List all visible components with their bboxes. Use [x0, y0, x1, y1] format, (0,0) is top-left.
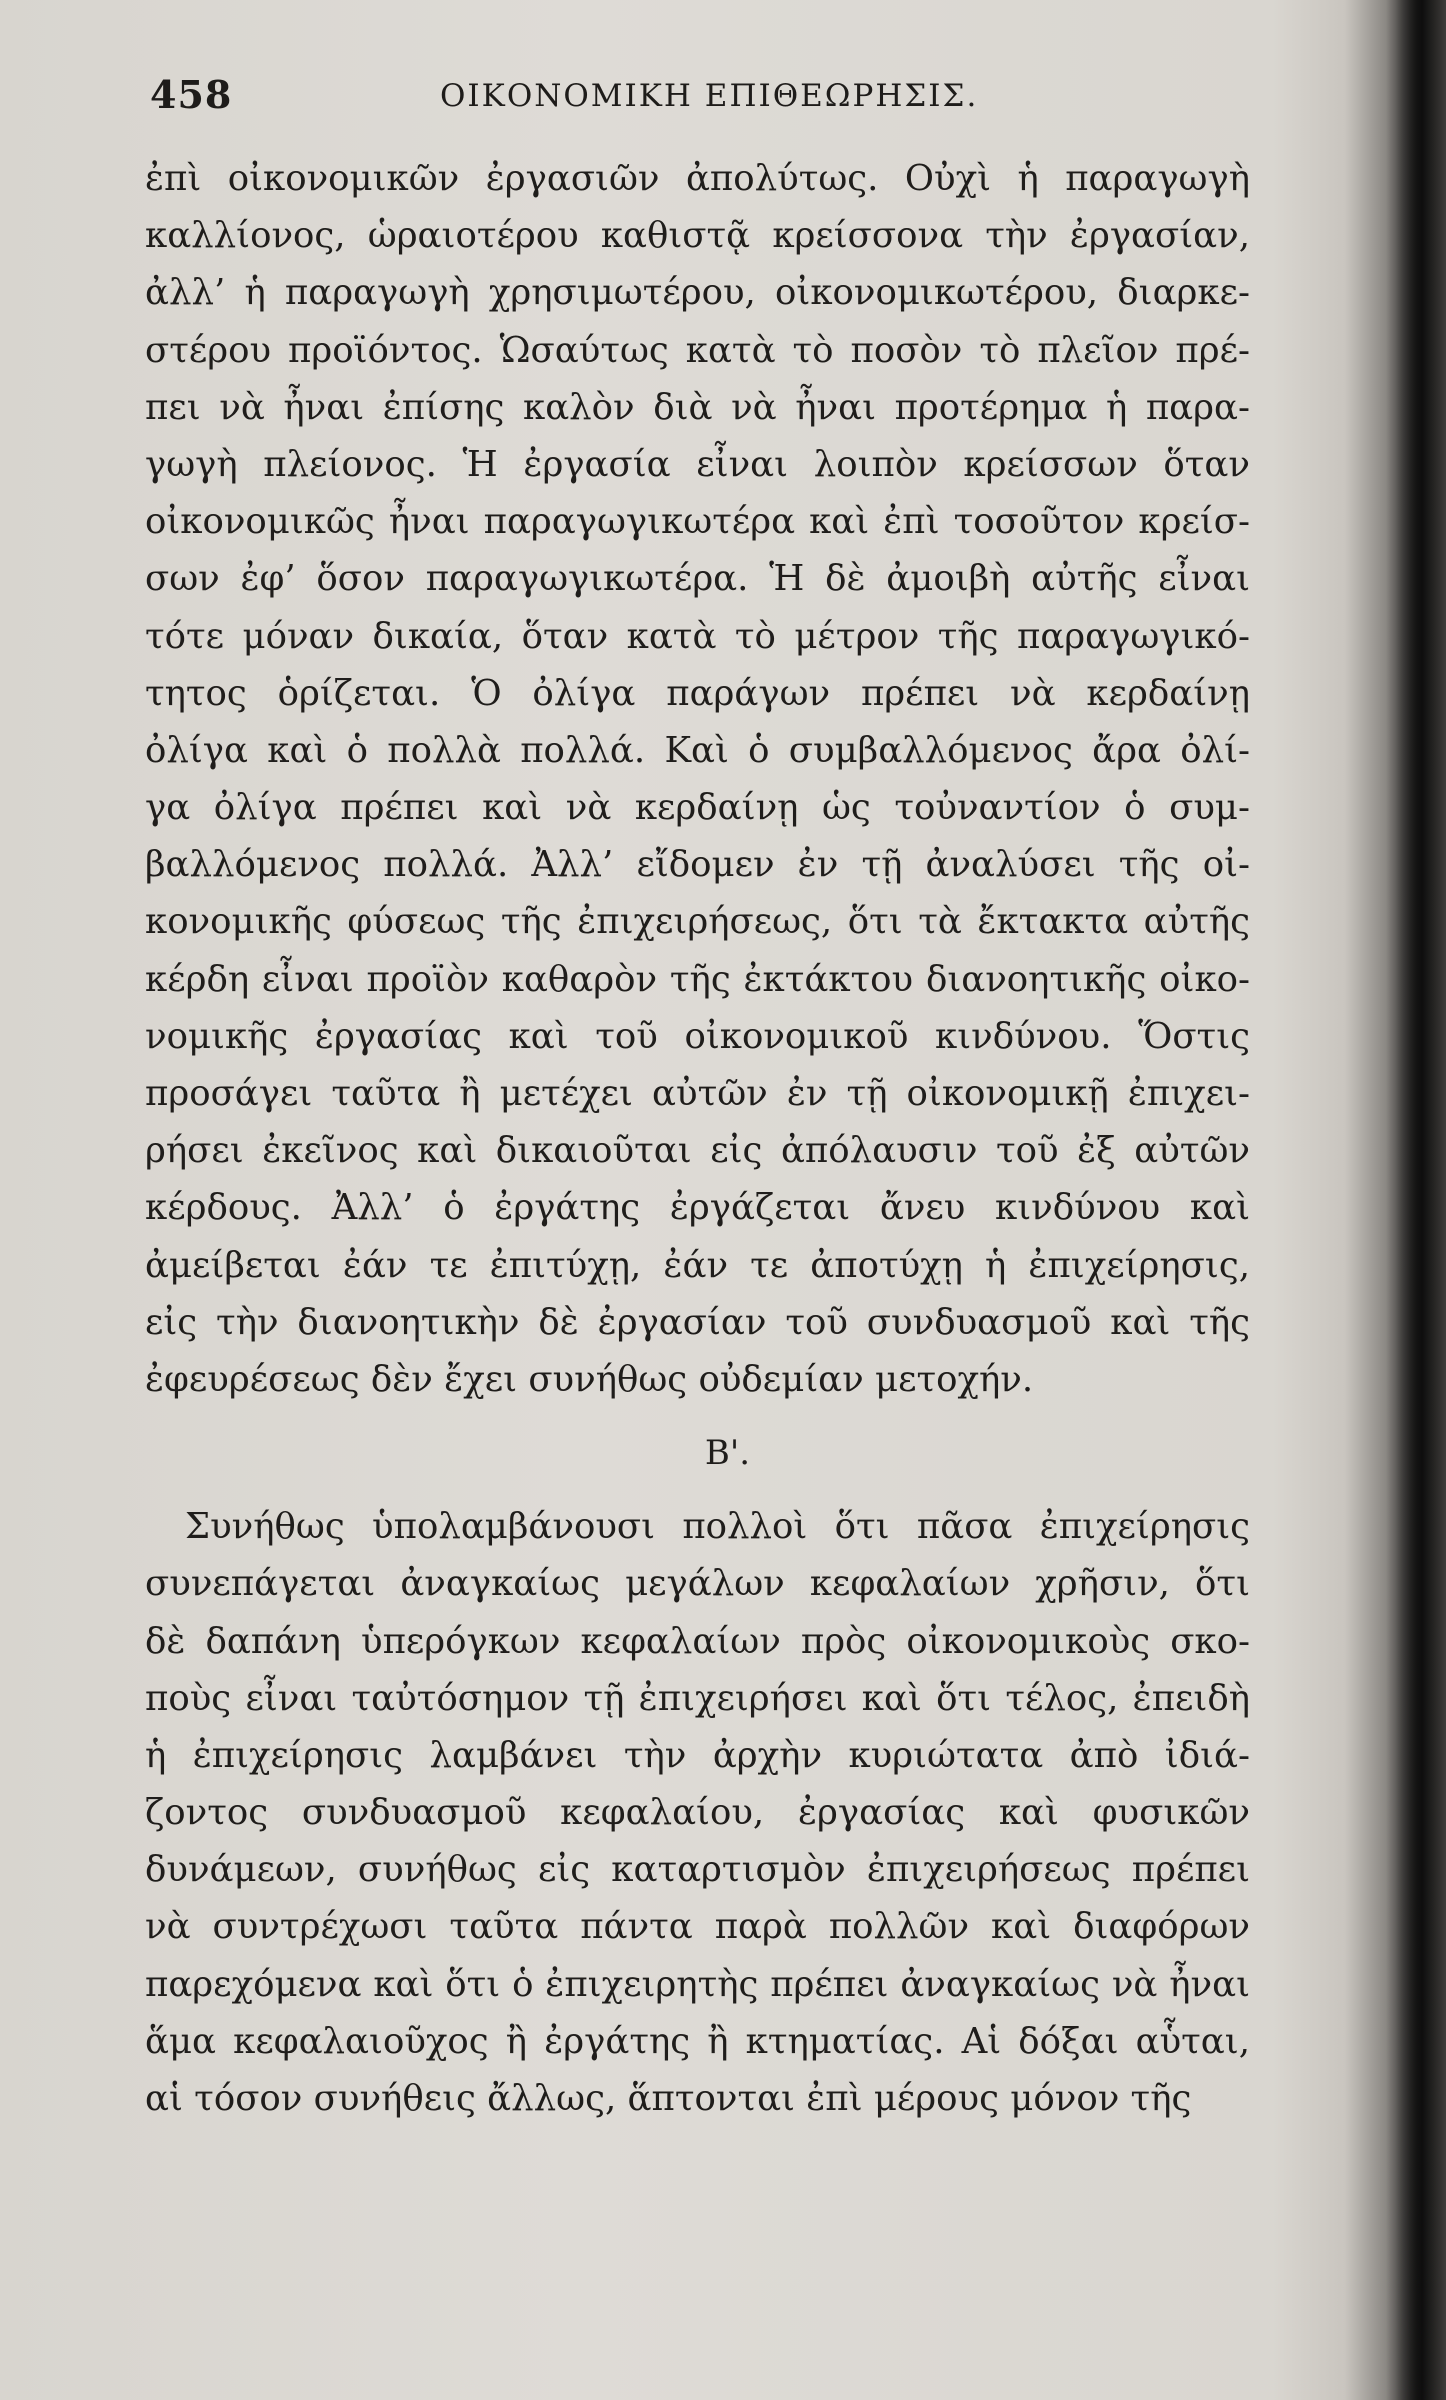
section-heading: Β'.: [704, 1433, 751, 1474]
running-title: ΟΙΚΟΝΟΜΙΚΗ ΕΠΙΘΕΩΡΗΣΙΣ.: [440, 78, 979, 114]
paragraph-2: [145, 1498, 1250, 2127]
text-line: ἀμείβεται ἐάν τε ἐπιτύχῃ, ἐάν τε ἀποτύχῃ ἡ ἐπιχείρησις,: [145, 1244, 1250, 1286]
text-line: στέρου προϊόντος. Ὡσαύτως κατὰ τὸ ποσὸν τὸ πλεῖον πρέ-: [145, 329, 1250, 371]
text-line: πει νὰ ἦναι ἐπίσης καλὸν διὰ νὰ ἦναι προτέρημα ἡ παρα-: [145, 386, 1250, 428]
text-line: βαλλόμενος πολλά. Ἀλλ’ εἴδομεν ἐν τῇ ἀναλύσει τῆς οἰ-: [145, 844, 1250, 886]
body-text: [145, 150, 1250, 2127]
text-line: ἐφευρέσεως δὲν ἔχει συνήθως οὐδεμίαν μετοχήν.: [145, 1358, 1034, 1400]
text-line: ποὺς εἶναι ταὐτόσημον τῇ ἐπιχειρήσει καὶ ὅτι τέλος, ἐπειδὴ: [145, 1677, 1250, 1719]
page-number: 458: [150, 72, 233, 117]
text-line: δυνάμεων, συνήθως εἰς καταρτισμὸν ἐπιχειρήσεως πρέπει: [145, 1849, 1250, 1891]
text-line: ζοντος συνδυασμοῦ κεφαλαίου, ἐργασίας καὶ φυσικῶν: [145, 1792, 1250, 1834]
text-line: νομικῆς ἐργασίας καὶ τοῦ οἰκονομικοῦ κινδύνου. Ὅστις: [145, 1015, 1250, 1057]
text-line: ὀλίγα καὶ ὁ πολλὰ πολλά. Καὶ ὁ συμβαλλόμενος ἄρα ὀλί-: [145, 729, 1250, 771]
text-line: τότε μόναν δικαία, ὅταν κατὰ τὸ μέτρον τῆς παραγωγικό-: [145, 615, 1250, 657]
text-line: καλλίονος, ὡραιοτέρου καθιστᾷ κρείσσονα τὴν ἐργασίαν,: [145, 215, 1250, 257]
book-spine-shadow: [1386, 0, 1446, 2400]
text-line: εἰς τὴν διανοητικὴν δὲ ἐργασίαν τοῦ συνδυασμοῦ καὶ τῆς: [145, 1301, 1250, 1343]
text-line: ἅμα κεφαλαιοῦχος ἢ ἐργάτης ἢ κτηματίας. Αἱ δόξαι αὗται,: [145, 2020, 1250, 2062]
text-line: ἐπὶ οἰκονομικῶν ἐργασιῶν ἀπολύτως. Οὐχὶ ἡ παραγωγὴ: [145, 158, 1250, 199]
text-line: παρεχόμενα καὶ ὅτι ὁ ἐπιχειρητὴς πρέπει ἀναγκαίως νὰ ἦναι: [145, 1963, 1250, 2005]
text-line: οἰκονομικῶς ἦναι παραγωγικωτέρα καὶ ἐπὶ τοσοῦτον κρείσ-: [145, 501, 1250, 543]
text-line: γα ὀλίγα πρέπει καὶ νὰ κερδαίνῃ ὡς τοὐναντίον ὁ συμ-: [145, 787, 1250, 829]
text-line: νὰ συντρέχωσι ταῦτα πάντα παρὰ πολλῶν καὶ διαφόρων: [145, 1906, 1250, 1948]
text-line: ρήσει ἐκεῖνος καὶ δικαιοῦται εἰς ἀπόλαυσιν τοῦ ἐξ αὐτῶν: [145, 1130, 1250, 1172]
text-line: ἡ ἐπιχείρησις λαμβάνει τὴν ἀρχὴν κυριώτατα ἀπὸ ἰδιά-: [145, 1734, 1250, 1776]
text-line: αἱ τόσον συνήθεις ἄλλως, ἅπτονται ἐπὶ μέρους μόνον τῆς: [145, 2078, 1192, 2119]
text-line: δὲ δαπάνη ὑπερόγκων κεφαλαίων πρὸς οἰκονομικοὺς σκο-: [145, 1620, 1250, 1662]
text-line: τητος ὁρίζεται. Ὁ ὀλίγα παράγων πρέπει νὰ κερδαίνῃ: [145, 672, 1250, 714]
text-line: σων ἐφ’ ὅσον παραγωγικωτέρα. Ἡ δὲ ἀμοιβὴ αὐτῆς εἶναι: [145, 558, 1250, 600]
text-line: Συνήθως ὑπολαμβάνουσι πολλοὶ ὅτι πᾶσα ἐπιχείρησις: [185, 1506, 1250, 1548]
text-line: κέρδη εἶναι προϊὸν καθαρὸν τῆς ἐκτάκτου διανοητικῆς οἰκο-: [145, 958, 1250, 1000]
text-line: γωγὴ πλείονος. Ἡ ἐργασία εἶναι λοιπὸν κρείσσων ὅταν: [145, 443, 1250, 485]
text-line: συνεπάγεται ἀναγκαίως μεγάλων κεφαλαίων χρῆσιν, ὅτι: [145, 1563, 1250, 1605]
page-header: [150, 72, 1230, 132]
text-line: προσάγει ταῦτα ἢ μετέχει αὐτῶν ἐν τῇ οἰκονομικῇ ἐπιχει-: [145, 1073, 1250, 1114]
text-line: κέρδους. Ἀλλ’ ὁ ἐργάτης ἐργάζεται ἄνευ κινδύνου καὶ: [145, 1187, 1250, 1229]
paragraph-1: [145, 150, 1250, 1408]
text-line: ἀλλ’ ἡ παραγωγὴ χρησιμωτέρου, οἰκονομικωτέρου, διαρκε-: [145, 272, 1250, 314]
text-line: κονομικῆς φύσεως τῆς ἐπιχειρήσεως, ὅτι τὰ ἔκτακτα αὐτῆς: [145, 901, 1250, 943]
